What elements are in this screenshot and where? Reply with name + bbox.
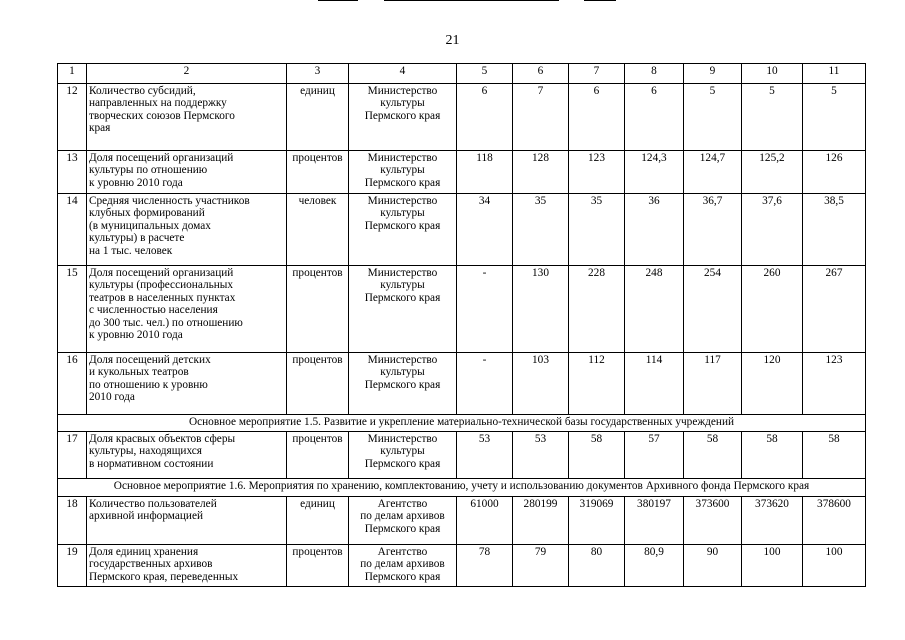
value-cell: 120	[742, 353, 803, 415]
responsible-line: Министерство	[367, 195, 438, 207]
row-number: 15	[58, 266, 87, 353]
value-cell: 254	[684, 266, 742, 353]
column-header: 11	[803, 64, 866, 84]
value-cell: 267	[803, 266, 866, 353]
responsible-line: культуры	[380, 366, 425, 379]
column-header: 10	[742, 64, 803, 84]
value-cell: 260	[742, 266, 803, 353]
value-cell: 248	[625, 266, 684, 353]
row-number: 12	[58, 84, 87, 151]
responsible-line: культуры	[380, 207, 425, 220]
value-cell: 114	[625, 353, 684, 415]
row-number: 17	[58, 432, 87, 479]
indicator-name-line: 2010 года	[89, 391, 135, 404]
table-row	[58, 84, 866, 151]
top-rule-right	[584, 0, 616, 1]
row-number: 13	[58, 151, 87, 194]
value-cell: 117	[684, 353, 742, 415]
value-cell: 78	[457, 545, 513, 587]
indicator-name-line: к уровню 2010 года	[89, 176, 183, 189]
table-row	[58, 194, 866, 266]
value-cell: 125,2	[742, 151, 803, 194]
value-cell: 103	[513, 353, 569, 415]
indicator-name	[87, 84, 287, 151]
indicator-name-line: культуры, находящихся	[89, 445, 202, 458]
table-row	[58, 432, 866, 479]
indicator-name-line: театров в населенных пунктах	[89, 291, 236, 304]
value-cell: 53	[457, 432, 513, 479]
indicator-name-line: до 300 тыс. чел.) по отношению	[89, 316, 243, 329]
responsible-cell	[349, 266, 457, 353]
column-header: 7	[569, 64, 625, 84]
column-header: 1	[58, 64, 87, 84]
responsible-cell	[349, 432, 457, 479]
unit-cell: процентов	[287, 432, 349, 479]
value-cell: 5	[803, 84, 866, 151]
value-cell: 228	[569, 266, 625, 353]
page-number: 21	[445, 33, 460, 48]
table-row	[58, 497, 866, 545]
indicator-name-line: Количество пользователей	[89, 498, 217, 510]
value-cell: 373600	[684, 497, 742, 545]
table-row	[58, 266, 866, 353]
unit-cell: процентов	[287, 266, 349, 353]
value-cell: 373620	[742, 497, 803, 545]
indicator-name-line: к уровню 2010 года	[89, 329, 183, 342]
indicator-name-line: по отношению к уровню	[89, 378, 208, 391]
value-cell: 37,6	[742, 194, 803, 266]
value-cell: 34	[457, 194, 513, 266]
responsible-line: культуры	[380, 164, 425, 177]
value-cell: 100	[742, 545, 803, 587]
indicator-name	[87, 194, 287, 266]
indicator-name-line: Доля посещений детских	[89, 354, 211, 366]
table-row	[58, 353, 866, 415]
responsible-line: Министерство	[367, 152, 438, 164]
indicator-name	[87, 497, 287, 545]
responsible-cell	[349, 194, 457, 266]
section-title: Основное мероприятие 1.5. Развитие и укрепление материально-технической базы государственных учреждений	[58, 415, 866, 432]
responsible-cell	[349, 84, 457, 151]
top-rule-middle	[384, 0, 559, 1]
responsible-line: Агентство	[377, 546, 428, 558]
section-title: Основное мероприятие 1.6. Мероприятия по хранению, комплектованию, учету и использованию документов Архивного фонда Пермского края	[58, 479, 866, 497]
value-cell: 80	[569, 545, 625, 587]
value-cell: 378600	[803, 497, 866, 545]
indicator-name-line: Доля единиц хранения	[89, 546, 199, 558]
indicator-name	[87, 353, 287, 415]
section-row	[58, 415, 866, 432]
value-cell: 57	[625, 432, 684, 479]
indicator-name-line: (в муниципальных домах	[89, 219, 211, 232]
column-header: 6	[513, 64, 569, 84]
column-header: 8	[625, 64, 684, 84]
top-rule-left	[318, 0, 358, 1]
indicators-table	[57, 63, 866, 587]
indicator-name-line: творческих союзов Пермского	[89, 109, 235, 122]
value-cell: 123	[803, 353, 866, 415]
responsible-line: культуры	[380, 97, 425, 110]
indicator-name-line: культуры (профессиональных	[89, 279, 234, 292]
unit-cell: процентов	[287, 151, 349, 194]
table-body	[58, 64, 866, 587]
indicator-name-line: Пермского края, переведенных	[89, 570, 239, 583]
indicator-name-line: и кукольных театров	[89, 366, 189, 379]
responsible-line: Пермского края	[364, 176, 441, 189]
responsible-line: культуры	[380, 445, 425, 458]
value-cell: 58	[742, 432, 803, 479]
indicator-name-line: Средняя численность участников	[89, 195, 250, 207]
value-cell: 100	[803, 545, 866, 587]
value-cell: -	[457, 266, 513, 353]
responsible-line: Агентство	[377, 498, 428, 510]
column-header: 2	[87, 64, 287, 84]
table-row	[58, 545, 866, 587]
value-cell: 90	[684, 545, 742, 587]
indicator-name-line: Доля посещений организаций	[89, 267, 234, 279]
header-row	[58, 64, 866, 84]
row-number: 19	[58, 545, 87, 587]
value-cell: 5	[684, 84, 742, 151]
responsible-line: по делам архивов	[360, 558, 445, 571]
indicator-name-line: направленных на поддержку	[89, 97, 227, 110]
value-cell: 6	[625, 84, 684, 151]
value-cell: 280199	[513, 497, 569, 545]
column-header: 9	[684, 64, 742, 84]
indicator-name-line: края	[89, 122, 111, 135]
value-cell: 53	[513, 432, 569, 479]
responsible-cell	[349, 353, 457, 415]
responsible-line: Министерство	[367, 85, 438, 97]
row-number: 16	[58, 353, 87, 415]
indicator-name-line: с численностью населения	[89, 304, 218, 317]
unit-cell: процентов	[287, 545, 349, 587]
indicator-name-line: Доля красвых объектов сферы	[89, 433, 236, 445]
value-cell: 118	[457, 151, 513, 194]
value-cell: 5	[742, 84, 803, 151]
responsible-line: Министерство	[367, 354, 438, 366]
value-cell: 319069	[569, 497, 625, 545]
value-cell: 35	[513, 194, 569, 266]
row-number: 18	[58, 497, 87, 545]
value-cell: 79	[513, 545, 569, 587]
value-cell: 380197	[625, 497, 684, 545]
responsible-line: Пермского края	[364, 378, 441, 391]
responsible-line: Пермского края	[364, 457, 441, 470]
indicator-name-line: культуры) в расчете	[89, 232, 185, 245]
indicator-name-line: государственных архивов	[89, 558, 213, 571]
indicator-name-line: в нормативном состоянии	[89, 457, 214, 470]
value-cell: 58	[684, 432, 742, 479]
value-cell: 126	[803, 151, 866, 194]
value-cell: 123	[569, 151, 625, 194]
indicator-name	[87, 545, 287, 587]
value-cell: 7	[513, 84, 569, 151]
indicator-name-line: клубных формирований	[89, 207, 205, 220]
indicator-name-line: Количество субсидий,	[89, 85, 196, 97]
value-cell: 58	[803, 432, 866, 479]
responsible-line: Пермского края	[364, 109, 441, 122]
indicator-name-line: Доля посещений организаций	[89, 152, 234, 164]
responsible-cell	[349, 151, 457, 194]
value-cell: 124,7	[684, 151, 742, 194]
value-cell: 36	[625, 194, 684, 266]
value-cell: 6	[457, 84, 513, 151]
responsible-line: культуры	[380, 279, 425, 292]
value-cell: 130	[513, 266, 569, 353]
value-cell: 112	[569, 353, 625, 415]
unit-cell: человек	[287, 194, 349, 266]
value-cell: 124,3	[625, 151, 684, 194]
value-cell: 58	[569, 432, 625, 479]
indicator-name-line: культуры по отношению	[89, 164, 208, 177]
responsible-cell	[349, 545, 457, 587]
unit-cell: процентов	[287, 353, 349, 415]
column-header: 3	[287, 64, 349, 84]
responsible-line: Министерство	[367, 267, 438, 279]
responsible-cell	[349, 497, 457, 545]
value-cell: 36,7	[684, 194, 742, 266]
responsible-line: Пермского края	[364, 219, 441, 232]
indicator-name-line: архивной информацией	[89, 510, 204, 523]
row-number: 14	[58, 194, 87, 266]
unit-cell: единиц	[287, 497, 349, 545]
column-header: 5	[457, 64, 513, 84]
responsible-line: Министерство	[367, 433, 438, 445]
unit-cell: единиц	[287, 84, 349, 151]
table-row	[58, 151, 866, 194]
responsible-line: Пермского края	[364, 522, 441, 535]
section-row	[58, 479, 866, 497]
value-cell: 38,5	[803, 194, 866, 266]
indicator-name	[87, 432, 287, 479]
responsible-line: по делам архивов	[360, 510, 445, 523]
value-cell: 61000	[457, 497, 513, 545]
indicator-name	[87, 266, 287, 353]
value-cell: 35	[569, 194, 625, 266]
value-cell: 128	[513, 151, 569, 194]
responsible-line: Пермского края	[364, 570, 441, 583]
responsible-line: Пермского края	[364, 291, 441, 304]
column-header: 4	[349, 64, 457, 84]
indicator-name	[87, 151, 287, 194]
value-cell: 6	[569, 84, 625, 151]
value-cell: -	[457, 353, 513, 415]
indicator-name-line: на 1 тыс. человек	[89, 244, 173, 257]
value-cell: 80,9	[625, 545, 684, 587]
